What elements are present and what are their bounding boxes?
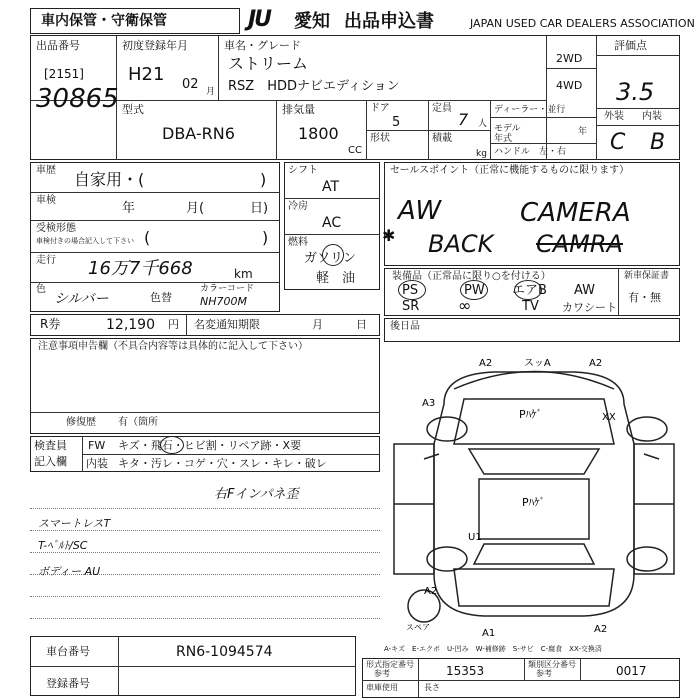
disp-label: 排気量 — [282, 103, 315, 116]
class-label: 類別区分番号 — [528, 660, 576, 669]
shift-value: AT — [322, 179, 340, 195]
equip-handwritten-mark: ∞ — [458, 296, 472, 315]
garage-label: 車庫使用 — [366, 683, 398, 692]
history-value: 自家用・( — [74, 170, 145, 189]
color-code-label: カラーコード — [200, 284, 255, 294]
load-label: 積載 — [432, 133, 452, 144]
fuel-gas: ガソリン — [304, 251, 357, 266]
exterior-label: 外装 — [604, 111, 624, 122]
first-reg-month-unit: 月 — [206, 87, 216, 97]
type-label-b: 参考 — [374, 669, 390, 678]
storage-label: 車内保管・守衛保管 — [41, 13, 167, 29]
ju-logo: JU — [248, 7, 271, 32]
interior-grade: B — [650, 130, 666, 155]
sales-back: BACK — [428, 230, 494, 258]
equip-ps-circle — [398, 280, 426, 300]
rear-block — [384, 318, 680, 342]
equip-pw: PW — [464, 283, 485, 298]
mark-roof: Pﾊｹﾞ — [522, 496, 546, 509]
ac-value: AC — [322, 215, 342, 231]
spare-label: スペア — [406, 623, 430, 632]
car-grade: RSZ HDDナビエディション — [228, 79, 400, 94]
load-unit: kg — [476, 149, 487, 159]
shift-label: シフト — [288, 165, 318, 176]
recv-label: 受検形態 — [36, 223, 76, 234]
notice-label: 名変通知期限 — [194, 318, 260, 331]
mark-right-fender: XX — [602, 412, 616, 423]
in-label: 内装 — [86, 457, 108, 470]
note-smartkey: スマートレスT — [38, 517, 111, 530]
car-name: ストリーム — [228, 54, 309, 73]
history-close: ) — [260, 170, 267, 189]
mileage-label: 走行 — [36, 255, 56, 266]
repair-label: 修復歴 — [66, 417, 96, 428]
sales-camera: CAMERA — [520, 198, 631, 228]
class-value: 0017 — [616, 664, 647, 678]
fuel-diesel: 軽 油 — [316, 271, 356, 286]
equip-aw: AW — [574, 283, 596, 298]
ac-label: 冷房 — [288, 201, 308, 212]
note-body: ボディー AU — [38, 565, 101, 578]
mark-front-right: A2 — [589, 358, 603, 369]
top-block — [30, 35, 680, 160]
shaken-year: 年 — [122, 201, 136, 216]
shaken-month: 月( — [186, 201, 205, 216]
mark-rear-center: A1 — [482, 628, 496, 639]
color-value: シルバー — [54, 291, 109, 307]
equip-airbag: エアB — [512, 283, 547, 298]
recycle-unit: 円 — [168, 318, 179, 331]
mark-left-fender: A3 — [422, 398, 436, 409]
equipment-label: 装備品（正常品に限り○を付ける） — [392, 271, 551, 282]
sales-camra: CAMRA — [536, 230, 623, 258]
storage-label-box — [30, 8, 240, 34]
note-tbelt: T-ﾍﾞﾙﾄ/SC — [38, 539, 88, 552]
cap-label: 定員 — [432, 103, 452, 114]
drive-2wd: 2WD — [556, 52, 583, 65]
sales-aw: AW — [398, 196, 442, 226]
equip-airbag-circle — [514, 280, 542, 300]
dealer-label: ディーラー・並行 — [494, 105, 566, 115]
lot-sub: [2151] — [44, 67, 84, 81]
model-year-unit: 年 — [578, 127, 588, 137]
recv-paren-open: ( — [144, 228, 151, 247]
car-name-label: 車名・グレード — [224, 39, 301, 52]
inspector-label-1: 検査員 — [34, 439, 67, 452]
mark-front-center: スッA — [524, 358, 551, 369]
doors-value: 5 — [392, 115, 401, 130]
fw-items: キズ・飛石・ヒビ割・リペア跡・X要 — [118, 439, 302, 452]
repair-value: 有（箇所 — [118, 417, 158, 428]
shaken-label: 車検 — [36, 195, 56, 206]
mark-left-rear: A2 — [424, 586, 438, 597]
rear-label: 後日品 — [390, 321, 420, 332]
first-reg-label: 初度登録年月 — [122, 39, 188, 52]
handle-label: ハンドル 左・右 — [494, 147, 567, 157]
chassis-label: 車台番号 — [46, 645, 90, 658]
association-name: JAPAN USED CAR DEALERS ASSOCIATION — [470, 17, 695, 30]
exterior-grade: C — [610, 130, 626, 155]
history-label: 車歴 — [36, 165, 56, 176]
class-label-b: 参考 — [536, 669, 552, 678]
chassis-value: RN6-1094574 — [176, 644, 273, 660]
cap-value: 7 — [458, 110, 469, 129]
damage-legend: A-キズ E-エクボ U-凹み W-補修跡 S-サビ C-腐食 XX-交換済 — [384, 645, 602, 653]
type-label: 形式指定番号 — [366, 660, 414, 669]
grade-score: 3.5 — [616, 78, 655, 106]
form-title: 出品申込書 — [344, 11, 434, 32]
mark-left-door: U1 — [468, 532, 482, 543]
fw-label: FW — [88, 439, 106, 452]
interior-label: 内装 — [642, 111, 662, 122]
reg-label: 登録番号 — [46, 677, 90, 690]
doors-label: ドア — [370, 103, 390, 114]
mark-front-left: A2 — [479, 358, 493, 369]
recv-paren-close: ) — [262, 228, 269, 247]
model-value: DBA-RN6 — [162, 124, 235, 143]
fuel-gas-circle — [322, 244, 344, 266]
mark-rear-right: A2 — [594, 624, 608, 635]
notice-month: 月 — [312, 318, 323, 331]
mileage-unit: km — [234, 267, 253, 281]
grade-label: 評価点 — [614, 39, 647, 52]
new-warranty-label: 新車保証書 — [624, 271, 670, 281]
mileage-value: 16万7千668 — [88, 258, 193, 279]
drive-4wd: 4WD — [556, 79, 583, 92]
recycle-value: 12,190 — [106, 317, 155, 333]
car-diagram — [384, 344, 684, 644]
recycle-label: R券 — [40, 317, 61, 331]
new-warranty-value: 有・無 — [628, 291, 661, 304]
sales-label: セールスポイント（正常に機能するものに限ります） — [390, 165, 630, 176]
recolor-label: 色替 — [150, 291, 172, 304]
fuel-label: 燃料 — [288, 237, 308, 248]
org-name: 愛知 — [294, 11, 330, 32]
lot-label: 出品番号 — [36, 39, 80, 52]
first-reg-month: 02 — [182, 77, 199, 92]
sales-asterisk-icon: ✱ — [382, 226, 396, 245]
model-label: 型式 — [122, 103, 144, 116]
equip-leather: カワシート — [562, 301, 617, 314]
disp-value: 1800 — [298, 124, 339, 143]
equip-sr: SR — [402, 299, 420, 314]
cap-unit: 人 — [478, 119, 488, 129]
fw-circle-mark — [160, 436, 184, 454]
header-logo — [246, 8, 296, 34]
equip-tv: TV — [522, 299, 539, 314]
model-year-label: モデル年式 — [494, 124, 521, 144]
in-items: キタ・汚レ・コゲ・穴・スレ・キレ・破レ — [118, 457, 327, 470]
disp-unit: CC — [348, 145, 362, 156]
shaken-day: 日) — [250, 201, 269, 216]
color-code-value: NH700M — [200, 295, 247, 308]
note-dashboard: 右Fインパネ歪 — [214, 487, 299, 502]
type-value: 15353 — [446, 664, 485, 678]
notes-label: 注意事項申告欄（不具合内容等は具体的に記入して下さい） — [38, 341, 308, 352]
inspector-label-2: 記入欄 — [34, 455, 67, 468]
shape-label: 形状 — [370, 133, 390, 144]
color-label: 色 — [36, 284, 46, 295]
length-label: 長さ — [424, 683, 440, 692]
equip-ps: PS — [402, 283, 419, 298]
notice-day: 日 — [356, 318, 367, 331]
mark-hood: Pﾊｹﾞ — [519, 408, 543, 421]
recv-sub: 車検付きの場合記入して下さい — [36, 237, 134, 245]
first-reg-year: H21 — [128, 64, 165, 85]
lot-number: 30865 — [36, 84, 119, 114]
